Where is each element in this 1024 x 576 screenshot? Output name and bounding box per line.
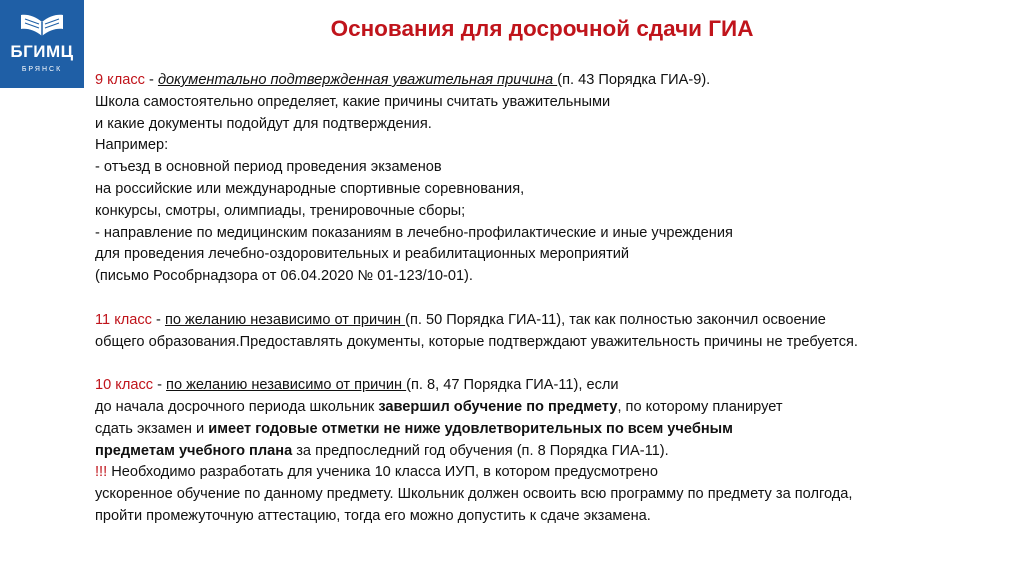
grade9-label: 9 класс [95,72,145,88]
grade10-heading-line: 10 класс - по желанию независимо от причин (п. 8, 47 Порядка ГИА-11), если [95,377,619,394]
grade9-ref: (п. 43 Порядка ГИА-9). [557,72,711,88]
grade10-label: 10 класс [95,377,154,394]
grade10-ref: (п. 8, 47 Порядка ГИА-11), если [406,377,619,394]
grade10-line: пройти промежуточную аттестацию, тогда его можно допустить к сдаче экзамена. [95,507,651,524]
grade9-reason: документально подтвержденная уважительная причина [157,72,558,88]
grade9-line: - направление по медицинским показаниям в лечебно-профилактические и иные учреждения [95,224,733,241]
grade9-line: для проведения лечебно-оздоровительных и реабилитационных мероприятий [95,246,630,263]
grade9-heading-line: 9 класс - документально подтвержденная уважительная причина (п. 43 Порядка ГИА-9). [95,72,711,88]
grade10-reason: по желанию независимо от причин [166,377,407,394]
grade10-line: сдать экзамен и имеет годовые отметки не ниже удовлетворительных по всем учебным [95,420,733,437]
grade9-line: - отъезд в основной период проведения экзаменов [95,159,442,176]
grade10-line: до начала досрочного периода школьник завершил обучение по предмету, по которому планирует [95,398,783,415]
grade9-line: конкурсы, смотры, олимпиады, тренировочные сборы; [95,202,466,219]
slide-title: Основания для досрочной сдачи ГИА [330,16,754,41]
grade11-ref: (п. 50 Порядка ГИА-11), так как полностью закончил освоение [405,311,826,328]
grade9-line: Например: [95,137,169,154]
logo-name: БГИМЦ [10,42,74,61]
bgimc-logo [0,0,84,88]
exclamation-mark: !!! [95,464,108,481]
grade11-reason: по желанию независимо от причин [164,311,406,328]
grade11-label: 11 класс [95,311,152,328]
grade9-line: на российские или международные спортивные соревнования, [95,180,525,197]
grade10-line: предметам учебного плана за предпоследний год обучения (п. 8 Порядка ГИА-11). [95,442,669,459]
grade9-line: (письмо Рособрнадзора от 06.04.2020 № 01-123/10-01). [95,268,473,285]
grade11-line: общего образования.Предоставлять документы, которые подтверждают уважительность причины не требуется. [95,333,858,350]
logo-city: БРЯНСК [21,66,63,73]
slide-body [95,70,1020,528]
grade9-line: и какие документы подойдут для подтверждения. [95,115,432,132]
grade10-line: !!! Необходимо разработать для ученика 10 класса ИУП, в котором предусмотрено [95,464,658,481]
grade10-line: ускоренное обучение по данному предмету. Школьник должен освоить всю программу по предмету за полгода, [95,486,853,503]
grade11-heading-line: 11 класс - по желанию независимо от причин (п. 50 Порядка ГИА-11), так как полностью закончил освоение [95,311,826,328]
grade9-line: Школа самостоятельно определяет, какие причины считать уважительными [95,93,611,110]
